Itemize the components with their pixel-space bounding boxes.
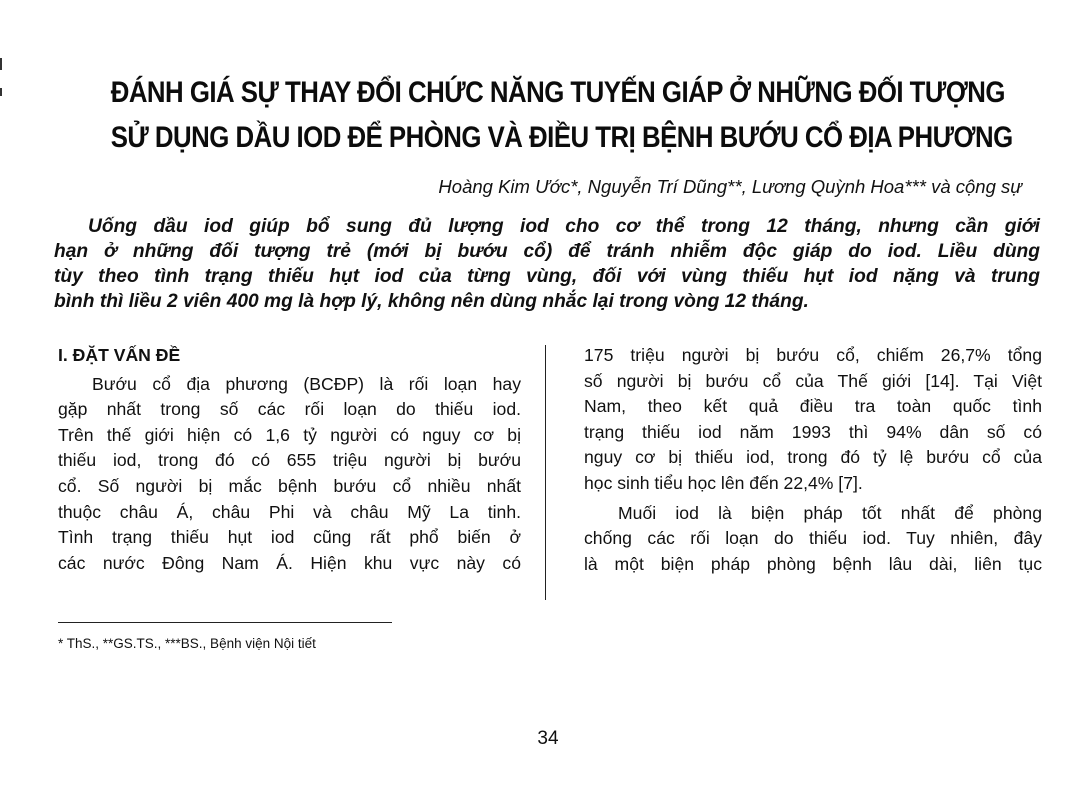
scan-artifact-mark xyxy=(0,58,2,70)
body-line: học sinh tiểu học lên đến 22,4% [7]. xyxy=(584,472,863,493)
authors-line: Hoàng Kim Ước*, Nguyễn Trí Dũng**, Lương Quỳnh Hoa*** và cộng sự xyxy=(438,176,1022,197)
right-column xyxy=(584,343,1042,577)
abstract xyxy=(54,214,1040,314)
body-line: thiếu iod, trong đó có 655 triệu người bị bướu xyxy=(58,450,521,471)
body-line: số người bị bướu cổ của Thế giới [14]. Tại Việt xyxy=(584,370,1042,391)
abstract-line: tùy theo tình trạng thiếu hụt iod của từng vùng, đối với vùng thiếu hụt iod nặng và trung xyxy=(54,266,1040,287)
abstract-line: bình thì liều 2 viên 400 mg là hợp lý, không nên dùng nhắc lại trong vòng 12 tháng. xyxy=(54,291,809,312)
footnote: * ThS., **GS.TS., ***BS., Bệnh viện Nội tiết xyxy=(58,636,316,651)
abstract-line: hạn ở những đối tượng trẻ (mới bị bướu cổ) để tránh nhiễm độc giáp do iod. Liều dùng xyxy=(54,241,1040,262)
footnote-rule xyxy=(58,622,392,623)
body-line: Tình trạng thiếu hụt iod cũng rất phổ biến ở xyxy=(58,527,521,548)
body-line: thuộc châu Á, châu Phi và châu Mỹ La tinh. xyxy=(58,501,521,522)
left-column xyxy=(58,343,521,576)
abstract-line: Uống dầu iod giúp bổ sung đủ lượng iod cho cơ thể trong 12 tháng, nhưng cần giới xyxy=(88,216,1040,237)
section-heading: I. ĐẶT VẤN ĐỀ xyxy=(58,345,181,365)
body-line: Trên thế giới hiện có 1,6 tỷ người có nguy cơ bị xyxy=(58,424,521,445)
body-line: Muối iod là biện pháp tốt nhất để phòng xyxy=(618,502,1042,523)
article-title-line-1: ĐÁNH GIÁ SỰ THAY ĐỔI CHỨC NĂNG TUYẾN GIÁP Ở NHỮNG ĐỐI TƯỢNG xyxy=(110,76,1005,109)
column-divider xyxy=(545,345,546,600)
body-line: nguy cơ bị thiếu iod, trong đó tỷ lệ bướu cổ của xyxy=(584,447,1042,468)
body-line: là một biện pháp phòng bệnh lâu dài, liên tục xyxy=(584,553,1042,574)
scan-artifact-mark xyxy=(0,88,2,96)
body-line: chống các rối loạn do thiếu iod. Tuy nhiên, đây xyxy=(584,528,1042,549)
body-line: các nước Đông Nam Á. Hiện khu vực này có xyxy=(58,552,521,573)
body-line: gặp nhất trong số các rối loạn do thiếu iod. xyxy=(58,399,521,420)
body-line: cổ. Số người bị mắc bệnh bướu cổ nhiều nhất xyxy=(58,475,521,496)
body-line: trạng thiếu iod năm 1993 thì 94% dân số có xyxy=(584,421,1042,442)
body-line: Bướu cổ địa phương (BCĐP) là rối loạn hay xyxy=(92,373,521,394)
body-line: Nam, theo kết quả điều tra toàn quốc tình xyxy=(584,396,1042,417)
article-title-line-2: SỬ DỤNG DẦU IOD ĐỂ PHÒNG VÀ ĐIỀU TRỊ BỆNH BƯỚU CỔ ĐỊA PHƯƠNG xyxy=(110,121,1013,154)
body-line: 175 triệu người bị bướu cổ, chiếm 26,7% tổng xyxy=(584,345,1042,365)
page-number: 34 xyxy=(537,728,559,749)
